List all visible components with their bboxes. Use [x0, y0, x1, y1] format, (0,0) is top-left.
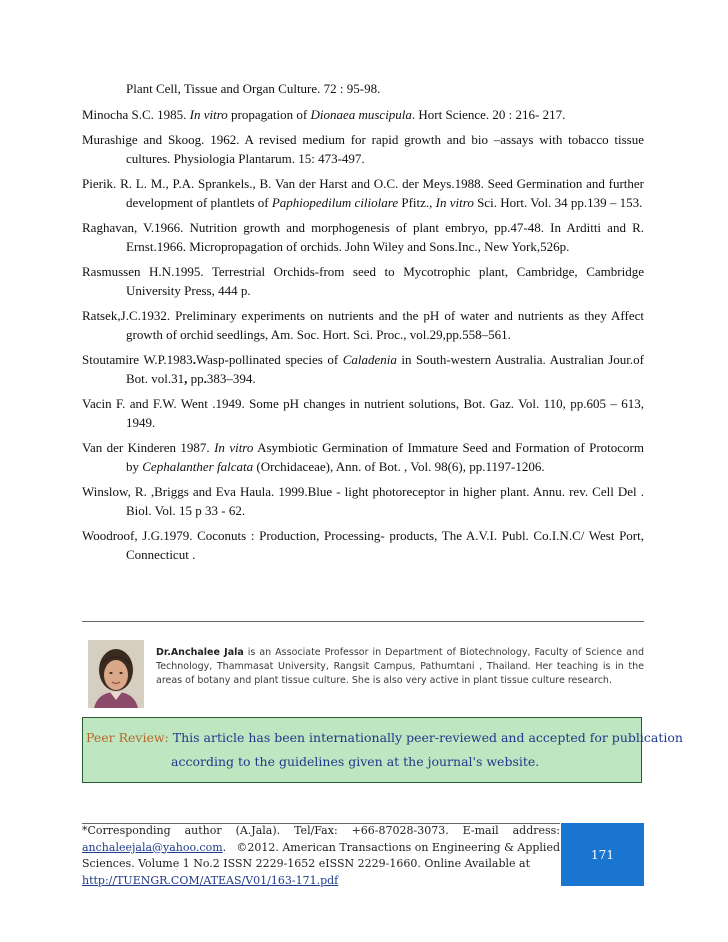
- reference-entry: [82, 351, 644, 388]
- corresponding-author-footer: [82, 820, 560, 889]
- reference-text: Pfitz.,: [398, 194, 436, 210]
- reference-text: Ratsek,J.C.1932. Preliminary experiments on nutrients and the pH of water and nutrients as they Affect growth of orchid seedlings, Am. Soc. Hort. Sci. Proc., vol.29,pp.558–561.: [82, 308, 644, 342]
- reference-entry: [82, 395, 644, 432]
- reference-entry: [82, 483, 644, 520]
- reference-text: Caladenia: [342, 352, 397, 367]
- footer-line-1: [82, 823, 560, 840]
- reference-text: pp: [187, 370, 204, 386]
- reference-text: Vacin F. and F.W. Went .1949. Some pH changes in nutrient solutions, Bot. Gaz. Vol. 110, pp.605 – 613, 1949.: [82, 396, 644, 430]
- footer-word: address:: [512, 824, 560, 837]
- peer-review-box: [82, 717, 683, 783]
- reference-text: Wasp-pollinated species of: [195, 352, 343, 367]
- reference-entry: [82, 131, 644, 168]
- reference-text: propagation of: [227, 106, 311, 122]
- reference-entry: [82, 527, 644, 564]
- reference-entry: [82, 219, 644, 256]
- reference-text: (Orchidaceae), Ann. of Bot. , Vol. 98(6), pp.1197-1206.: [253, 458, 545, 474]
- article-url-link[interactable]: http://TUENGR.COM/ATEAS/V01/163-171.pdf: [82, 873, 339, 887]
- reference-text: In vitro: [435, 194, 474, 210]
- footer-word: Tel/Fax:: [294, 824, 338, 837]
- reference-list: [82, 80, 644, 571]
- bio-text: [156, 646, 644, 688]
- reference-text: Plant Cell, Tissue and Organ Culture. 72 : 95-98.: [126, 81, 381, 96]
- page-number-box: [561, 823, 644, 886]
- reference-entry: [82, 80, 644, 99]
- reference-text: In vitro: [189, 106, 228, 122]
- footer-word: author: [184, 824, 222, 837]
- reference-text: 383–394.: [206, 370, 256, 386]
- footer-word: *Corresponding: [82, 824, 171, 837]
- reference-text: Van der Kinderen 1987.: [82, 440, 215, 455]
- reference-text: Woodroof, J.G.1979. Coconuts : Production, Processing- products, The A.V.I. Publ. Co.I.N.C/ West Port, Connecticut .: [82, 528, 644, 562]
- reference-text: Asymbiotic Germination of Immature Seed and Formation of Protocorm by: [126, 440, 644, 474]
- reference-entry: [82, 439, 644, 476]
- footer-word: E-mail: [462, 824, 499, 837]
- footer-word: (A.Jala).: [235, 824, 281, 837]
- reference-text: Dionaea muscipula: [310, 106, 412, 122]
- bio-description: is an Associate Professor in Department of Biotechnology, Faculty of Science and Technology, Thammasat University, Rangsit Campus, Pathumtani , Thailand. Her teaching is in the areas of botany and plant tissue culture. She is also very active in plant tissue culture research.: [156, 647, 644, 686]
- footer-line-3: Sciences. Volume 1 No.2 ISSN 2229-1652 eISSN 2229-1660. Online Available at: [82, 857, 530, 870]
- copyright-icon: ©: [236, 840, 248, 854]
- reference-text: Minocha S.C. 1985.: [82, 106, 190, 122]
- reference-text: Paphiopedilum ciliolare: [271, 194, 399, 210]
- reference-text: Stoutamire W.P.1983: [82, 352, 193, 367]
- reference-text: Winslow, R. ,Briggs and Eva Haula. 1999.Blue - light photoreceptor in higher plant. Annu. rev. Cell Del . Biol. Vol. 15 p 33 - 62.: [82, 484, 644, 518]
- reference-text: Pierik. R. L. M., P.A. Sprankels., B. Van der Harst and O.C. der Meys.1988. Seed Germination and further development of plantlets of: [82, 176, 644, 210]
- footer-word: +66-87028-3073.: [351, 824, 449, 837]
- reference-text: Cephalanther: [142, 458, 214, 474]
- section-divider: [82, 621, 644, 622]
- reference-text: . Hort Science. 20 : 216- 217.: [411, 106, 566, 122]
- reference-text: Murashige and Skoog. 1962. A revised medium for rapid growth and bio –assays with tobacco tissue cultures. Physiologia Plantarum. 15: 473-497.: [82, 132, 644, 166]
- reference-text: in South-western Australia. Australian Jour.of Bot. vol.31: [126, 352, 644, 386]
- reference-text: ,: [184, 370, 188, 386]
- footer-journal: 2012. American Transactions on Engineering & Applied: [247, 840, 560, 854]
- peer-review-line-1: [86, 727, 683, 749]
- reference-text: Raghavan, V.1966. Nutrition growth and morphogenesis of plant embryo, pp.47-48. In Arditti and R. Ernst.1966. Micropropagation of orchids. John Wiley and Sons.Inc., New York,526p.: [82, 220, 644, 254]
- footer-line-2: anchaleejala@yahoo.com. ©2012. American Transactions on Engineering & Applied: [82, 840, 560, 854]
- peer-review-label: Peer Review:: [86, 730, 169, 745]
- reference-text: .: [192, 352, 196, 367]
- reference-text: .: [203, 370, 207, 386]
- reference-text: In vitro: [214, 440, 254, 455]
- reference-text: falcata: [217, 458, 254, 474]
- reference-entry: [82, 175, 644, 212]
- reference-text: Rasmussen H.N.1995. Terrestrial Orchids-from seed to Mycotrophic plant, Cambridge, Cambridge University Press, 444 p.: [82, 264, 644, 298]
- author-photo: [88, 640, 144, 708]
- page-number: 171: [591, 847, 614, 862]
- peer-review-line-2: according to the guidelines given at the journal's website.: [171, 754, 540, 769]
- reference-text: Sci. Hort. Vol. 34 pp.139 – 153.: [473, 194, 643, 210]
- reference-entry: [82, 307, 644, 344]
- reference-entry: [82, 106, 644, 125]
- author-name: Dr.Anchalee Jala: [156, 647, 244, 658]
- email-link[interactable]: anchaleejala@yahoo.com: [82, 840, 223, 854]
- reference-entry: [82, 263, 644, 300]
- peer-review-statement: This article has been internationally peer-reviewed and accepted for publication: [168, 730, 683, 745]
